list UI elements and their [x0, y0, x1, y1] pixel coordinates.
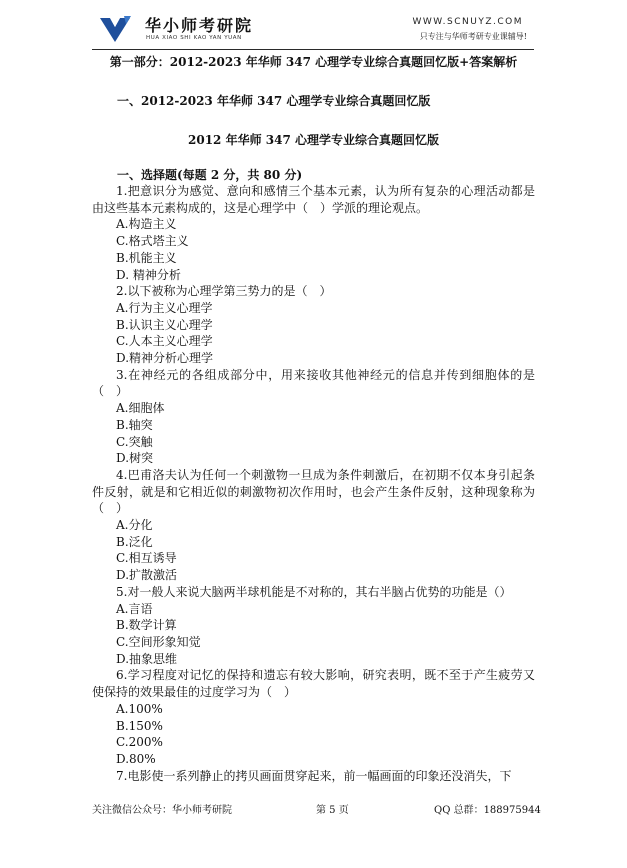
question-option: A.行为主义心理学 — [116, 300, 213, 315]
question-option: A.100% — [116, 701, 163, 716]
question-option: A.言语 — [116, 601, 153, 616]
header-divider — [92, 49, 534, 50]
question-option: A.构造主义 — [116, 217, 177, 232]
section-title: 一、2012-2023 年华师 347 心理学专业综合真题回忆版 — [117, 94, 431, 108]
question-option: D.树突 — [116, 451, 154, 466]
question-option: C.相互诱导 — [116, 551, 177, 566]
question-stem: 3.在神经元的各组成部分中，用来接收其他神经元的信息并传到细胞体的是（ ） — [92, 367, 535, 399]
site-url: WWW.SCNUYZ.COM — [412, 17, 523, 27]
footer-wechat: 关注微信公众号：华小师考研院 — [92, 805, 232, 816]
question-stem: 7.电影使一系列静止的拷贝画面贯穿起来，前一幅画面的印象还没消失，下 — [116, 768, 512, 783]
question-list — [92, 183, 535, 784]
question-option: D. 精神分析 — [116, 267, 181, 282]
question-option: C.格式塔主义 — [116, 234, 189, 249]
question-option: B.轴突 — [116, 417, 153, 432]
question-stem: 5.对一般人来说大脑两半球机能是不对称的，其右半脑占优势的功能是（） — [116, 584, 512, 599]
question-option: B.认识主义心理学 — [116, 317, 213, 332]
question-option: D.80% — [116, 751, 156, 766]
question-stem: 6.学习程度对记忆的保持和遗忘有较大影响，研究表明，既不至于产生疲劳又使保持的效果最佳的过度学习为（ ） — [92, 668, 535, 700]
question-option: B.机能主义 — [116, 250, 177, 265]
question-option: D.精神分析心理学 — [116, 351, 214, 366]
question-option: C.空间形象知觉 — [116, 634, 201, 649]
question-option: D.扩散激活 — [116, 568, 178, 583]
question-option: B.150% — [116, 718, 163, 733]
page-header — [0, 0, 627, 52]
question-option: D.抽象思维 — [116, 651, 178, 666]
exam-title: 2012 年华师 347 心理学专业综合真题回忆版 — [188, 133, 439, 147]
slogan: 只专注与华师考研专业课辅导! — [419, 32, 527, 41]
question-option: C.200% — [116, 735, 163, 750]
question-option: B.泛化 — [116, 534, 153, 549]
question-stem: 4.巴甫洛夫认为任何一个刺激物一旦成为条件刺激后，在初期不仅本身引起条件反射，就是和它相近似的刺激物初次作用时，也会产生条件反射，这种现象称为（ ） — [92, 467, 535, 516]
question-option: C.突触 — [116, 434, 153, 449]
page-number: 第 5 页 — [316, 805, 349, 816]
footer-qq: QQ 总群：188975944 — [434, 805, 541, 816]
question-option: A.细胞体 — [116, 401, 165, 416]
hxs-logo-icon — [98, 14, 132, 44]
subsection-title: 一、选择题(每题 2 分，共 80 分) — [117, 168, 303, 182]
question-option: B.数学计算 — [116, 618, 177, 633]
question-option: A.分化 — [116, 518, 153, 533]
brand-name: 华小师考研院 — [145, 16, 254, 35]
question-option: C.人本主义心理学 — [116, 334, 213, 349]
question-stem: 1.把意识分为感觉、意向和感情三个基本元素，认为所有复杂的心理活动都是由这些基本元素构成的，这是心理学中（ ）学派的理论观点。 — [92, 184, 535, 215]
brand-pinyin: HUA XIAO SHI KAO YAN YUAN — [146, 35, 242, 41]
question-stem: 2.以下被称为心理学第三势力的是（ ） — [116, 284, 332, 299]
part-title: 第一部分：2012-2023 年华师 347 心理学专业综合真题回忆版+答案解析 — [109, 55, 518, 69]
